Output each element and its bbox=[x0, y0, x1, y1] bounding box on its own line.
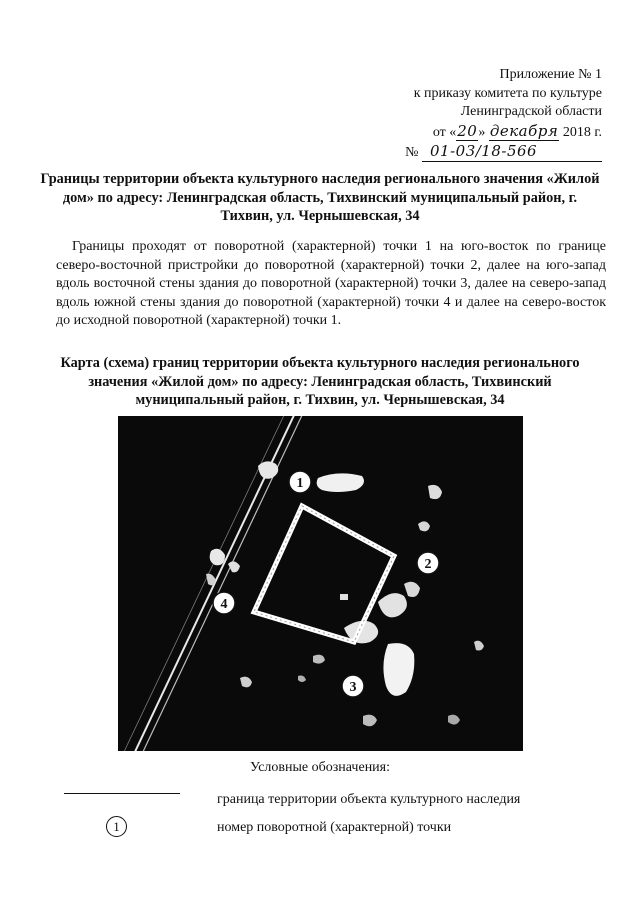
map-background bbox=[118, 416, 523, 751]
date-prefix: от « bbox=[432, 124, 457, 140]
document-title: Границы территории объекта культурного наследия регионального значения «Жилой дом» по адресу: Ленинградская область, Тихвинский муниципальный район, г. Тихвин, ул. Чернышевская, 34 bbox=[40, 171, 600, 224]
date-day: 20 bbox=[457, 121, 478, 140]
appendix-block bbox=[405, 66, 602, 163]
boundary-point-4 bbox=[213, 592, 235, 614]
order-number: 01-03/18-566 bbox=[422, 142, 602, 162]
boundary-point-2 bbox=[417, 552, 439, 574]
boundary-map bbox=[118, 416, 523, 751]
appendix-order-ref: к приказу комитета по культуре bbox=[413, 85, 602, 101]
map-title: Карта (схема) границ территории объекта культурного наследия регионального значения «Жилой дом» по адресу: Ленинградская область, Тихвинский муниципальный район, г. Тихвин, ул. Чернышевская, 34 bbox=[60, 355, 580, 408]
date-month: декабря bbox=[489, 121, 559, 140]
legend-boundary-label: граница территории объекта культурного наследия bbox=[217, 792, 521, 807]
date-mid: » bbox=[478, 124, 486, 140]
map-blob bbox=[317, 473, 364, 492]
point-number: 4 bbox=[220, 597, 228, 612]
point-number: 1 bbox=[296, 476, 304, 491]
number-prefix: № bbox=[405, 145, 419, 160]
point-number: 3 bbox=[349, 680, 357, 695]
appendix-date bbox=[405, 122, 602, 143]
point-number: 2 bbox=[424, 557, 432, 572]
date-year: 2018 г. bbox=[562, 124, 602, 140]
boundary-description: Границы проходят от поворотной (характерной) точки 1 на юго-восток по границе северо-восточной пристройки до поворотной (характерной) точки 2, далее на юго-запад вдоль восточной стены здания до поворотной (характерной) точки 3, далее на северо-запад вдоль южной стены здания до поворотной (характерной) точки 4 и далее на северо-восток до исходной поворотной (характерной) точки 1. bbox=[56, 239, 606, 328]
legend-point-number: 1 bbox=[113, 819, 120, 834]
legend-point-circle-icon bbox=[106, 816, 127, 837]
legend-boundary-line bbox=[64, 793, 180, 794]
appendix-region: Ленинградской области bbox=[460, 104, 602, 119]
appendix-number bbox=[405, 142, 602, 163]
map-blob bbox=[340, 594, 348, 600]
legend-title: Условные обозначения: bbox=[249, 760, 391, 775]
boundary-point-1 bbox=[289, 471, 311, 493]
appendix-title: Приложение № 1 bbox=[499, 67, 602, 82]
boundary-point-3 bbox=[342, 675, 364, 697]
legend-point-label: номер поворотной (характерной) точки bbox=[217, 820, 452, 835]
